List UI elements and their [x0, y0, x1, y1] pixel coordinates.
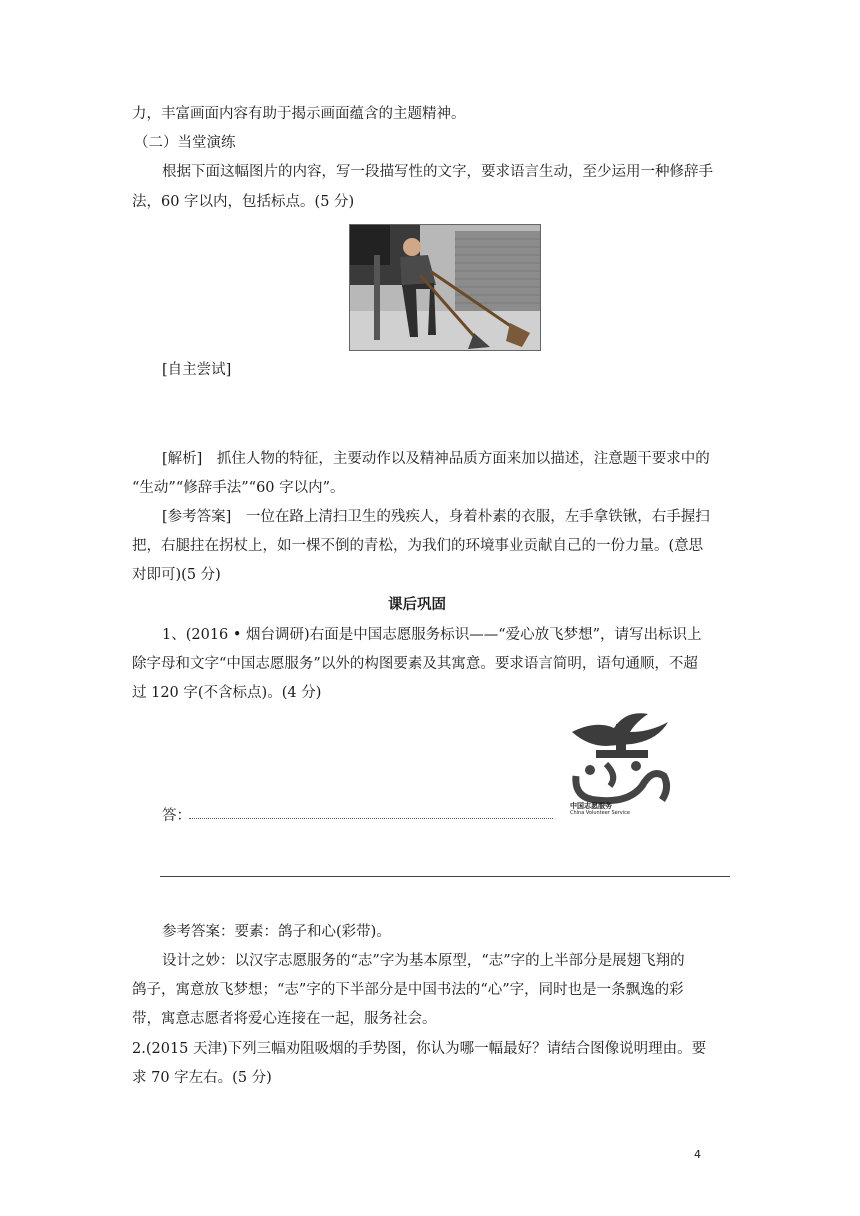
- section-title: 课后巩固: [388, 597, 446, 613]
- answer-text: 对即可)(5 分): [132, 567, 221, 583]
- divider: [160, 876, 730, 877]
- answer-text: [参考答案] 一位在路上清扫卫生的残疾人，身着朴素的衣服，左手拿铁锹，右手握扫: [162, 509, 710, 525]
- answer-label: 答：: [162, 808, 191, 824]
- text-line: 力，丰富画面内容有助于揭示画面蕴含的主题精神。: [132, 106, 466, 122]
- reference-answer: 鸽子，寓意放飞梦想；“志”字的下半部分是中国书法的“心”字，同时也是一条飘逸的彩: [132, 982, 684, 998]
- answer-text: 把，右腿拄在拐杖上，如一棵不倒的青松，为我们的环境事业贡献自己的一份力量。(意思: [132, 538, 704, 554]
- question-text: 2.(2015 天津)下列三幅劝阻吸烟的手势图，你认为哪一幅最好？请结合图像说明理由。要: [132, 1041, 707, 1057]
- section-heading: （二）当堂演练: [134, 135, 236, 151]
- question-text: 求 70 字左右。(5 分): [132, 1070, 272, 1086]
- question-text: 1、(2016 • 烟台调研)右面是中国志愿服务标识——“爱心放飞梦想”，请写出标识上: [162, 627, 702, 643]
- question-text: 除字母和文字“中国志愿服务”以外的构图要素及其寓意。要求语言简明，语句通顺，不超: [132, 656, 698, 672]
- analysis-text: [解析] 抓住人物的特征，主要动作以及精神品质方面来加以描述，注意题干要求中的: [162, 451, 710, 467]
- answer-line[interactable]: [189, 818, 553, 819]
- reference-answer: 设计之妙：以汉字志愿服务的“志”字为基本原型，“志”字的上半部分是展翅飞翔的: [162, 953, 685, 969]
- self-try-label: [自主尝试]: [162, 362, 232, 378]
- photo-sweeping-man: [349, 224, 541, 351]
- question-text: 过 120 字(不含标点)。(4 分): [132, 685, 322, 701]
- page-number: 4: [694, 1148, 701, 1161]
- reference-answer: 参考答案：要素：鸽子和心(彩带)。: [162, 924, 391, 940]
- analysis-text: “生动”“修辞手法”“60 字以内”。: [132, 480, 345, 496]
- logo-caption-cn: 中国志愿服务: [570, 802, 612, 810]
- exercise-prompt: 法，60 字以内，包括标点。(5 分): [132, 194, 355, 210]
- volunteer-service-logo: [566, 706, 678, 818]
- reference-answer: 带，寓意志愿者将爱心连接在一起，服务社会。: [132, 1011, 437, 1027]
- photo-illustration: [350, 225, 540, 350]
- logo-caption-en: China Volunteer Service: [570, 810, 630, 816]
- exercise-prompt: 根据下面这幅图片的内容，写一段描写性的文字，要求语言生动，至少运用一种修辞手: [162, 164, 713, 180]
